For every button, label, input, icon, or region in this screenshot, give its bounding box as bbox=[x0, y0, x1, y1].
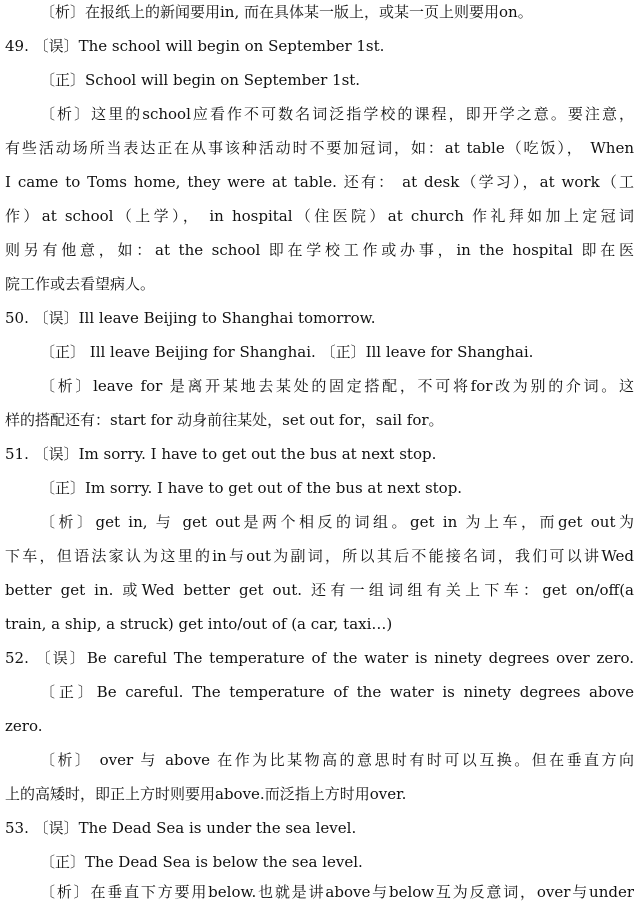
item-50-analysis-line-2: 样的搭配还有：start for 动身前往某处，set out for，sail for。 bbox=[5, 411, 444, 429]
item-50-correct: 〔正〕 Ill leave Beijing for Shanghai. 〔正〕Ill leave for Shanghai. bbox=[40, 343, 534, 361]
item-50-wrong: 50. 〔误〕Ill leave Beijing to Shanghai tomorrow. bbox=[5, 309, 376, 327]
item-51-analysis-line-4: train, a ship, a struck) get into/out of (a car, taxi…) bbox=[5, 615, 393, 633]
item-49-correct: 〔正〕School will begin on September 1st. bbox=[40, 71, 361, 89]
item-52-correct-line-2: zero. bbox=[5, 717, 43, 735]
item-49-analysis-line-3: I came to Toms home, they were at table. 还有： at desk（学习），at work（工 bbox=[5, 173, 634, 191]
item-51-correct: 〔正〕Im sorry. I have to get out of the bus at next stop. bbox=[40, 479, 463, 497]
item-49-analysis-line-1: 〔析〕这里的school应看作不可数名词泛指学校的课程，即开学之意。要注意， bbox=[40, 105, 634, 123]
item-49-analysis-line-4: 作）at school（上学）， in hospital（住医院）at church 作礼拜如加上定冠词 bbox=[5, 207, 634, 225]
item-49-analysis-line-2: 有些活动场所当表达正在从事该种活动时不要加冠词，如：at table（吃饭）， When bbox=[5, 139, 634, 157]
item-50-analysis-line-1: 〔析〕leave for 是离开某地去某处的固定搭配，不可将for改为别的介词。这 bbox=[40, 377, 634, 395]
item-51-analysis-line-2: 下车，但语法家认为这里的in与out为副词，所以其后不能接名词，我们可以讲Wed bbox=[5, 547, 634, 565]
item-52-wrong: 52. 〔误〕Be careful The temperature of the water is ninety degrees over zero. bbox=[5, 649, 634, 667]
item-51-wrong: 51. 〔误〕Im sorry. I have to get out the bus at next stop. bbox=[5, 445, 437, 463]
analysis-line-in-on: 〔析〕在报纸上的新闻要用in, 而在具体某一版上，或某一页上则要用on。 bbox=[40, 3, 533, 21]
item-52-analysis-line-1: 〔析〕 over 与 above 在作为比某物高的意思时有时可以互换。但在垂直方向 bbox=[40, 751, 634, 769]
item-53-wrong: 53. 〔误〕The Dead Sea is under the sea level. bbox=[5, 819, 357, 837]
item-52-correct-line-1: 〔正〕Be careful. The temperature of the water is ninety degrees above bbox=[40, 683, 634, 701]
item-53-correct: 〔正〕The Dead Sea is below the sea level. bbox=[40, 853, 363, 871]
item-51-analysis-line-1: 〔析〕get in, 与 get out是两个相反的词组。get in 为上车，而get out为 bbox=[40, 513, 634, 531]
item-52-analysis-line-2: 上的高矮时，即正上方时则要用above.而泛指上方时用over. bbox=[5, 785, 407, 803]
item-49-analysis-line-6: 院工作或去看望病人。 bbox=[5, 275, 156, 293]
item-49-analysis-line-5: 则另有他意，如：at the school 即在学校工作或办事，in the hospital 即在医 bbox=[5, 241, 634, 259]
item-53-analysis-line-1: 〔析〕在垂直下方要用below.也就是讲above与below互为反意词，over与under bbox=[40, 883, 634, 901]
item-49-wrong: 49. 〔误〕The school will begin on September 1st. bbox=[5, 37, 385, 55]
item-51-analysis-line-3: better get in. 或Wed better get out. 还有一组词组有关上下车：get on/off(a bbox=[5, 581, 634, 599]
